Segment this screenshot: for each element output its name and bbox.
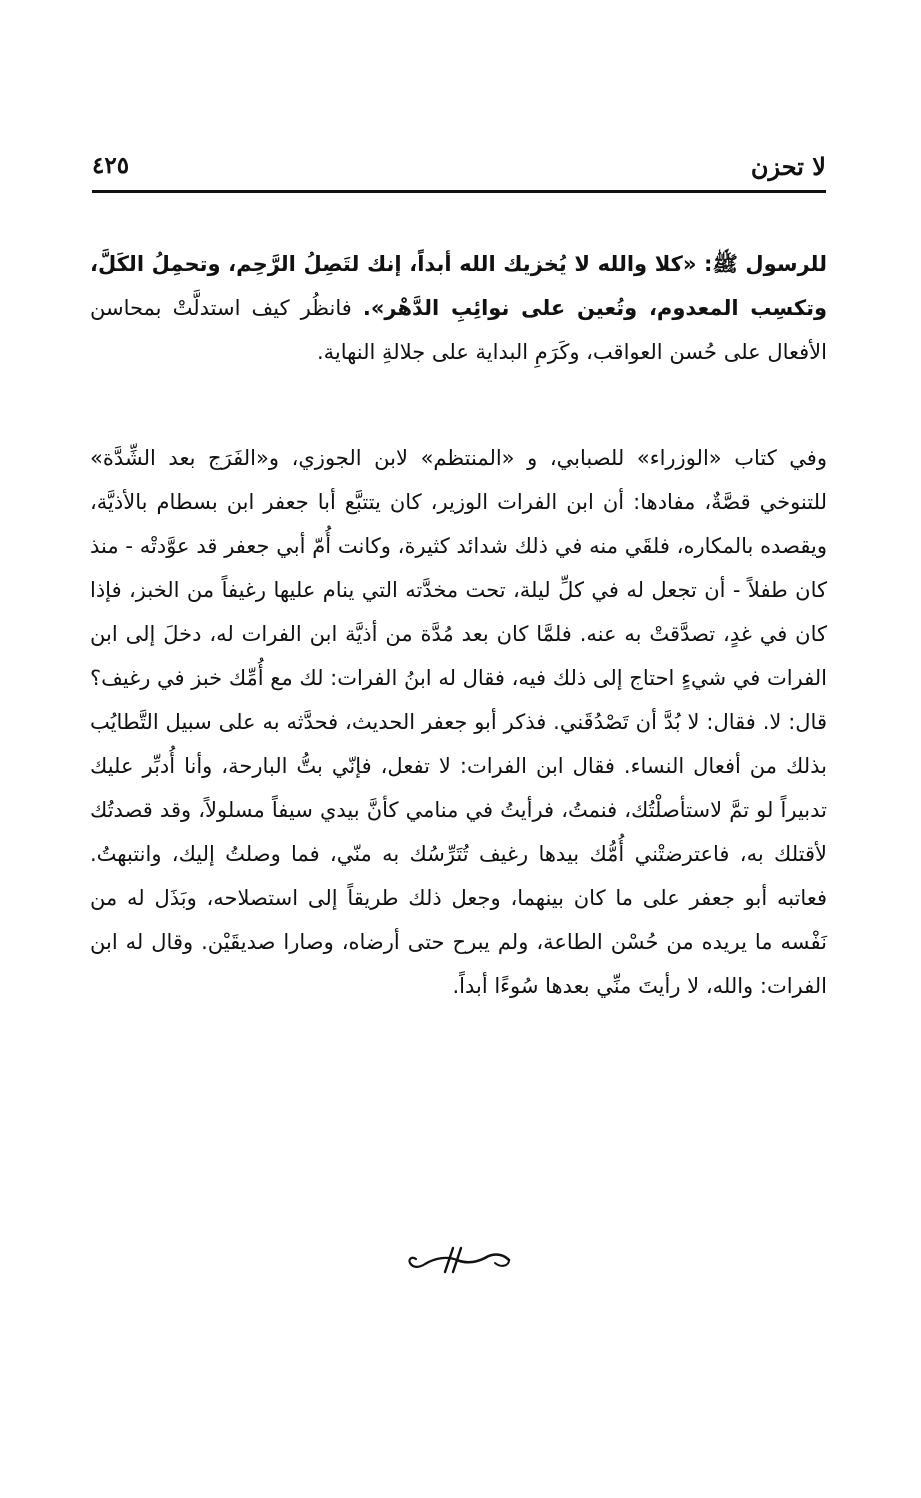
paragraph-1-lead: للرسول ﷺ: — [696, 252, 827, 276]
page-number: ٤٢٥ — [92, 152, 130, 179]
paragraph-2: وفي كتاب «الوزراء» للصبابي، و «المنتظم» لابن الجوزي، و«الفَرَج بعد الشِّدَّة» للتنوخي قصَّةٌ، مفادها: أن ابن الفرات الوزير، كان يتتبَّع أبا جعفر ابن بسطام بالأذيَّة، ويقصده بالمكاره، فلقَي منه في ذلك شدائد كثيرة، وكانت أُمّ أبي جعفر قد عوَّدتْه - منذ كان طفلاً - أن تجعل له في كلِّ ليلة، تحت مخدَّته التي ينام عليها رغيفاً من الخبز، فإذا كان في غدٍ، تصدَّقتْ به عنه. فلمَّا كان بعد مُدَّة من أذيَّة ابن الفرات له، دخلَ إلى ابن الفرات في شيءٍ احتاج إلى ذلك فيه، فقال له ابنُ الفرات: لك مع أُمِّك خبز في رغيف؟ قال: لا. فقال: لا بُدَّ أن تَصْدُقَني. فذكر أبو جعفر الحديث، فحدَّثه به على سبيل التَّطايُب بذلك من أفعال النساء. فقال ابن الفرات: لا تفعل، فإنّي بتُّ البارحة، وأنا أُدبِّر عليك تدبيراً لو تمَّ لاستأصلْتُك، فنمتُ، فرأيتُ في منامي كأنَّ بيدي سيفاً مسلولاً، وقد قصدتُك لأقتلك به، فاعترضتْني أُمُّك بيدها رغيف تُتَرِّسُك به منّي، فما وصلتُ إليك، وانتبهتُ. فعاتبه أبو جعفر على ما كان بينهما، وجعل ذلك طريقاً إلى استصلاحه، وبَذَل له من نَفْسه ما يريده من حُسْن الطاعة، ولم يبرح حتى أرضاه، وصارا صديقَيْن. وقال له ابن الفرات: والله، لا رأيتَ منِّي بعدها سُوءًا أبداً. — [90, 446, 827, 998]
header-divider — [92, 190, 826, 193]
paragraph-1-rest: فانظُر كيف استدلَّتْ بمحاسن الأفعال على حُسن العواقب، وكَرَمِ البداية على جلالةِ النهاية. — [90, 296, 827, 364]
flourish-icon — [405, 1244, 515, 1276]
paragraph-1 — [90, 242, 827, 374]
book-title: لا تحزن — [750, 152, 826, 181]
hadith-quote: «كلا والله لا يُخزيك الله أبداً، إنك لتَصِلُ الرَّحِم، وتحمِلُ الكَلَّ، وتكسِب المعدوم، وتُعين على نوائِبِ الدَّهْر». — [90, 252, 828, 320]
running-header — [92, 148, 826, 188]
